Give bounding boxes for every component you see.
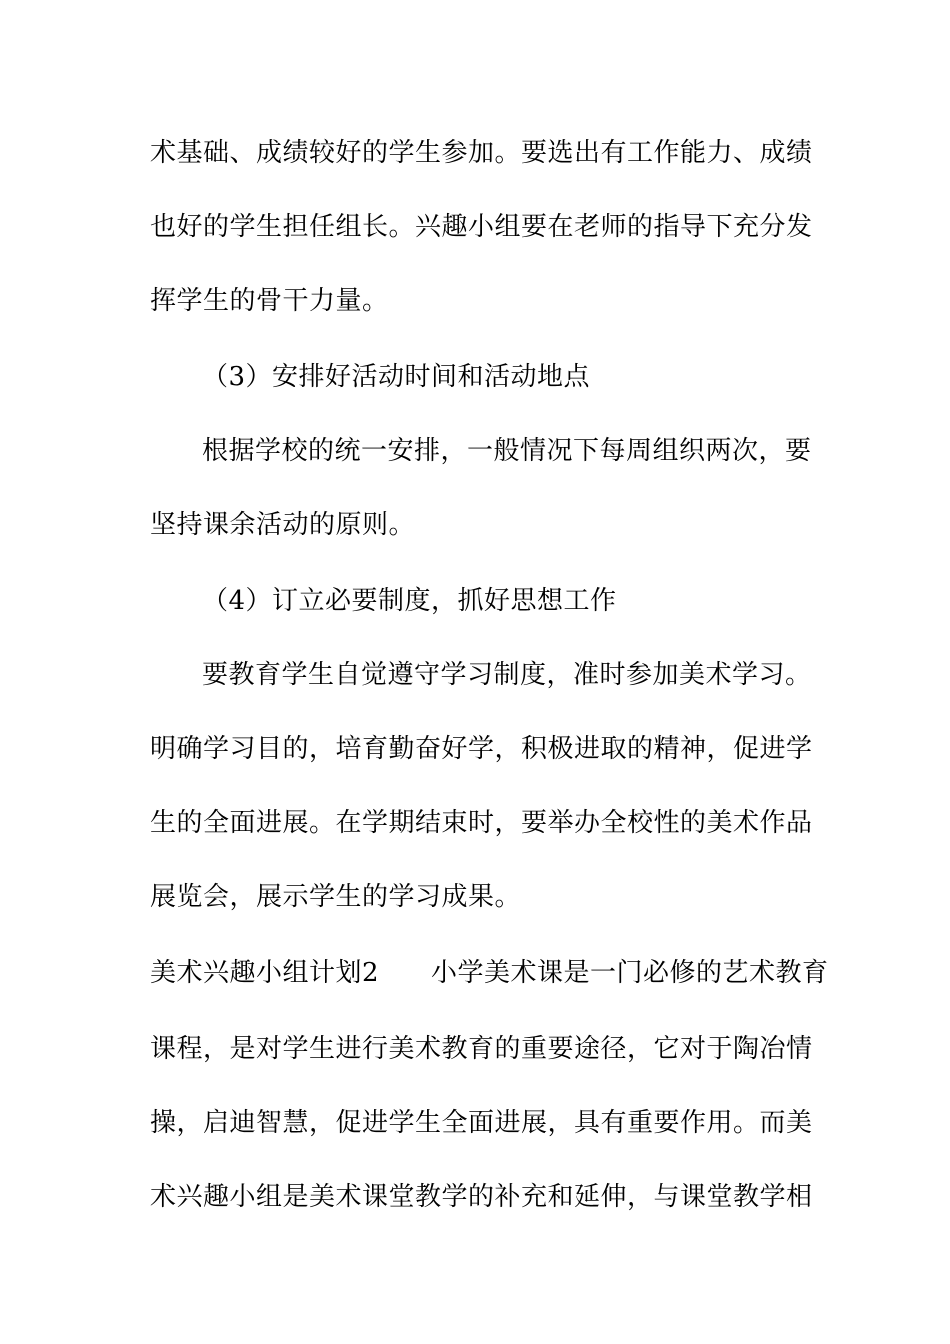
plan-title-line bbox=[150, 956, 829, 990]
paragraph-line: 术兴趣小组是美术课堂教学的补充和延伸，与课堂教学相 bbox=[150, 1182, 813, 1212]
paragraph-line: 展览会，展示学生的学习成果。 bbox=[150, 882, 522, 912]
paragraph-line: 术基础、成绩较好的学生参加。要选出有工作能力、成绩 bbox=[150, 138, 813, 168]
paragraph-line: 明确学习目的，培育勤奋好学，积极进取的精神，促进学 bbox=[150, 734, 813, 764]
plan-title: 美术兴趣小组计划2 bbox=[150, 958, 380, 988]
paragraph-line: 课程，是对学生进行美术教育的重要途径，它对于陶冶情 bbox=[150, 1034, 813, 1064]
paragraph-line: 要教育学生自觉遵守学习制度，准时参加美术学习。 bbox=[202, 660, 812, 690]
section-heading: （4）订立必要制度，抓好思想工作 bbox=[202, 586, 617, 616]
paragraph-line: 操，启迪智慧，促进学生全面进展，具有重要作用。而美 bbox=[150, 1108, 813, 1138]
paragraph-line: 坚持课余活动的原则。 bbox=[150, 510, 416, 540]
paragraph-line: 生的全面进展。在学期结束时，要举办全校性的美术作品 bbox=[150, 808, 813, 838]
paragraph-line: 根据学校的统一安排，一般情况下每周组织两次，要 bbox=[202, 436, 812, 466]
section-heading: （3）安排好活动时间和活动地点 bbox=[202, 362, 591, 392]
paragraph-line: 挥学生的骨干力量。 bbox=[150, 286, 389, 316]
paragraph-text: 小学美术课是一门必修的艺术教育 bbox=[431, 958, 829, 988]
paragraph-line: 也好的学生担任组长。兴趣小组要在老师的指导下充分发 bbox=[150, 212, 813, 242]
